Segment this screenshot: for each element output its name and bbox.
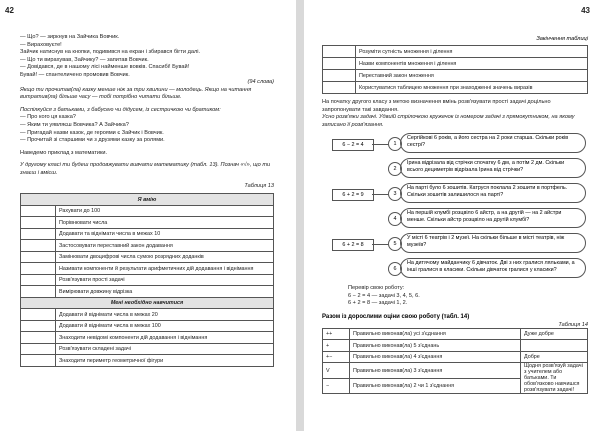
checkbox-cell[interactable] bbox=[21, 286, 56, 298]
page-number: 42 bbox=[5, 6, 14, 15]
skill-cell: Вимірювати довжину відрізка bbox=[56, 286, 274, 298]
skills-table-continued bbox=[322, 45, 588, 94]
task-number[interactable]: 5 bbox=[388, 237, 402, 251]
task-item bbox=[322, 158, 588, 181]
section-heading: Разом із дорослими оціни свою роботу (табл. 14) bbox=[322, 313, 470, 320]
skill-cell: Знаходити невідомі компоненти дій додавання і віднімання bbox=[56, 332, 274, 344]
dialog-line: — Вираховуєте! bbox=[20, 41, 62, 48]
task-list bbox=[322, 133, 588, 281]
answer-box[interactable]: 6 + 2 = 9 bbox=[332, 189, 374, 201]
dialog-line: — Довідався, де в нашому лісі найменше вовків. Спасибі! Бувай! bbox=[20, 64, 190, 71]
result-cell: Правильно виконав(ла) 3 з'єднання bbox=[350, 363, 521, 379]
assessment-cell: Добре bbox=[521, 351, 588, 363]
mark-cell: V bbox=[323, 363, 350, 379]
checkbox-cell[interactable] bbox=[21, 320, 56, 332]
table-row bbox=[21, 217, 274, 229]
connector-line bbox=[372, 144, 388, 145]
example-intro: Наведемо приклад з математики. bbox=[20, 149, 108, 156]
task-text: Сергійкові 6 років, а його сестра на 2 роки старша. Скільки років сестрі? bbox=[400, 133, 586, 153]
task-text: Ірина відрізала від стрічки спочатку 6 дм, а потім 2 дм. Скільки всього дециметрів відрізала Ірина від стрічки? bbox=[400, 158, 586, 178]
math-paragraph: У другому класі ти будеш продовжувати вивчати математику (табл. 13). Познач «√», що ти знаєш і вмієш. bbox=[20, 162, 271, 176]
table-row bbox=[323, 351, 588, 363]
talk-intro: Поспілкуйся з батьками, з бабусею чи дідусем, із сестричкою чи братиком: bbox=[20, 106, 221, 113]
skill-cell: Замінювати двоцифрові числа сумою розрядних доданків bbox=[56, 251, 274, 263]
task-text: На дитячому майданчику 6 дівчаток. Дві з них гралися ляльками, а інші гралися в класики. Скільки дівчаток гралися у класики? bbox=[400, 258, 586, 278]
skill-cell: Користуватися таблицею множення при знаходженні значень виразів bbox=[356, 82, 588, 94]
table-row bbox=[21, 274, 274, 286]
question-list bbox=[20, 114, 274, 144]
checkbox-cell[interactable] bbox=[21, 228, 56, 240]
task-item bbox=[322, 183, 588, 206]
connector-line bbox=[372, 194, 388, 195]
checkbox-cell[interactable] bbox=[21, 251, 56, 263]
question: — Про кого ця казка? bbox=[20, 114, 76, 121]
table-row bbox=[323, 363, 588, 379]
checkbox-cell[interactable] bbox=[21, 274, 56, 286]
table-row bbox=[323, 82, 588, 94]
intro-paragraph: На початку другого класу з метою визначення вмінь розв'язувати прості задачі доцільно запропонувати такі завдання. bbox=[322, 99, 551, 113]
mark-cell: + bbox=[323, 340, 350, 352]
check-line: 6 − 2 = 4 — задачі 3, 4, 5, 6. bbox=[348, 292, 420, 299]
check-title: Перевір свою роботу: bbox=[348, 285, 405, 292]
table-row bbox=[21, 355, 274, 367]
dialog bbox=[20, 34, 274, 79]
checkbox-cell[interactable] bbox=[323, 70, 356, 82]
page-number: 43 bbox=[581, 6, 590, 15]
instruction-paragraph: Усно розв'яжи задачі. Удвиїй стрілочкою кружечок із номером задачі з прямокутником, на якому записано її розв'язання. bbox=[322, 114, 575, 128]
task-number[interactable]: 6 bbox=[388, 262, 402, 276]
assessment-cell bbox=[521, 340, 588, 352]
checkbox-cell[interactable] bbox=[21, 355, 56, 367]
skill-cell: Назви компонентів множення і ділення bbox=[356, 58, 588, 70]
reading-note: Якщо ти прочитав(ла) казку менше ніж за три хвилини — молодець. Якщо на читання витратив(ла) більше часу — тобі потрібно читати більше. bbox=[20, 86, 252, 101]
task-item bbox=[322, 208, 588, 231]
table-row bbox=[323, 340, 588, 352]
skill-cell: Розуміти сутність множення і ділення bbox=[356, 46, 588, 58]
word-count: (94 слова) bbox=[247, 79, 274, 86]
table-row bbox=[21, 251, 274, 263]
task-text: У місті 6 театрів і 2 музеї. На скільки більше в місті театрів, ніж музеїв? bbox=[400, 233, 586, 253]
task-text: На першій клумбі розцвіло 6 айстр, а на другій — на 2 айстри менше. Скільки айстр розцвіло на другій клумбі? bbox=[400, 208, 586, 228]
skill-cell: Знаходити периметр геометричної фігури bbox=[56, 355, 274, 367]
continuation-caption: Закінчення таблиці bbox=[536, 36, 588, 42]
task-number[interactable]: 4 bbox=[388, 212, 402, 226]
skill-cell: Додавати й віднімати числа в межах 20 bbox=[56, 309, 274, 321]
skill-cell: Порівнювати числа bbox=[56, 217, 274, 229]
result-cell: Правильно виконав(ла) усі з'єднання bbox=[350, 328, 521, 340]
table-row bbox=[21, 320, 274, 332]
connector-line bbox=[372, 244, 388, 245]
question: — Прочитай зі старшими чи з друзями казку за ролями. bbox=[20, 137, 165, 144]
table-section-header bbox=[21, 194, 274, 206]
table-row bbox=[21, 286, 274, 298]
table-row bbox=[323, 328, 588, 340]
table-row bbox=[21, 205, 274, 217]
task-text: На парті було 6 зошитів. Катруся поклала 2 зошити в портфель. Скільки зошитів залишилося на парті? bbox=[400, 183, 586, 203]
table-row bbox=[21, 228, 274, 240]
dialog-line: Бувай! — спантеличено промовив Вовчик. bbox=[20, 71, 130, 78]
task-item bbox=[322, 233, 588, 256]
table-row bbox=[21, 343, 274, 355]
right-page bbox=[304, 0, 600, 431]
checkbox-cell[interactable] bbox=[21, 309, 56, 321]
task-number[interactable]: 2 bbox=[388, 162, 402, 176]
assessment-cell: Дуже добре bbox=[521, 328, 588, 340]
table-caption: Таблиця 13 bbox=[244, 183, 274, 190]
skills-table bbox=[20, 193, 274, 367]
result-cell: Правильно виконав(ла) 4 з'єднання bbox=[350, 351, 521, 363]
answer-box[interactable]: 6 + 2 = 8 bbox=[332, 239, 374, 251]
dialog-line: — Що? — зиркнув на Зайчика Вовчик. bbox=[20, 34, 120, 40]
table-row bbox=[323, 58, 588, 70]
skill-cell: Розв'язувати прості задачі bbox=[56, 274, 274, 286]
check-line: 6 + 2 = 8 — задачі 1, 2. bbox=[348, 300, 408, 307]
checkbox-cell[interactable] bbox=[21, 343, 56, 355]
assessment-cell: Щодня розв'язуй задачі з учителем або батьками. Ти обов'язково навчишся розв'язувати задачі! bbox=[521, 363, 588, 394]
dialog-line: — Що ти вирахував, Зайчику? — запитав Вовчик. bbox=[20, 56, 149, 63]
checkbox-cell[interactable] bbox=[21, 240, 56, 252]
task-number[interactable]: 1 bbox=[388, 137, 402, 151]
table-row bbox=[21, 309, 274, 321]
skill-cell: Додавати та віднімати числа в межах 10 bbox=[56, 228, 274, 240]
checkbox-cell[interactable] bbox=[21, 263, 56, 275]
skill-cell: Розв'язувати складені задачі bbox=[56, 343, 274, 355]
question: — Яким ти уявляєш Вовчика? А Зайчика? bbox=[20, 122, 129, 129]
table-row bbox=[21, 332, 274, 344]
table-caption: Таблиця 14 bbox=[558, 321, 588, 328]
skill-cell: Переставний закон множення bbox=[356, 70, 588, 82]
dialog-line: Зайчик натиснув на кнопки, подивився на екран і збирався бігти далі. bbox=[20, 49, 201, 56]
table-section-header bbox=[21, 297, 274, 309]
checkbox-cell[interactable] bbox=[21, 332, 56, 344]
table-row bbox=[323, 70, 588, 82]
result-cell: Правильно виконав(ла) 2 чи 1 з'єднання bbox=[350, 378, 521, 394]
checkbox-cell[interactable] bbox=[21, 217, 56, 229]
checkbox-cell[interactable] bbox=[323, 58, 356, 70]
task-number[interactable]: 3 bbox=[388, 187, 402, 201]
left-page bbox=[0, 0, 296, 431]
mark-cell: − bbox=[323, 378, 350, 394]
skill-cell: Застосовувати переставний закон додавання bbox=[56, 240, 274, 252]
self-assessment-table bbox=[322, 328, 588, 395]
mark-cell: ++ bbox=[323, 328, 350, 340]
section-title: Я вмію bbox=[21, 194, 274, 206]
table-row bbox=[21, 240, 274, 252]
table-row bbox=[21, 263, 274, 275]
section-title: Мені необхідно навчитися bbox=[21, 297, 274, 309]
skill-cell: Рахувати до 100 bbox=[56, 205, 274, 217]
skill-cell: Називати компоненти й результати арифметичних дій додавання і віднімання bbox=[56, 263, 274, 275]
question: — Пригадай назви казок, де героями є Зайчик і Вовчик. bbox=[20, 129, 164, 136]
checkbox-cell[interactable] bbox=[21, 205, 56, 217]
mark-cell: +− bbox=[323, 351, 350, 363]
skill-cell: Додавати й віднімати числа в межах 100 bbox=[56, 320, 274, 332]
checkbox-cell[interactable] bbox=[323, 46, 356, 58]
table-row bbox=[323, 46, 588, 58]
result-cell: Правильно виконав(ла) 5 з'єднань bbox=[350, 340, 521, 352]
checkbox-cell[interactable] bbox=[323, 82, 356, 94]
task-item bbox=[322, 133, 588, 156]
task-item bbox=[322, 258, 588, 281]
answer-box[interactable]: 6 − 2 = 4 bbox=[332, 139, 374, 151]
check-block bbox=[348, 285, 588, 308]
